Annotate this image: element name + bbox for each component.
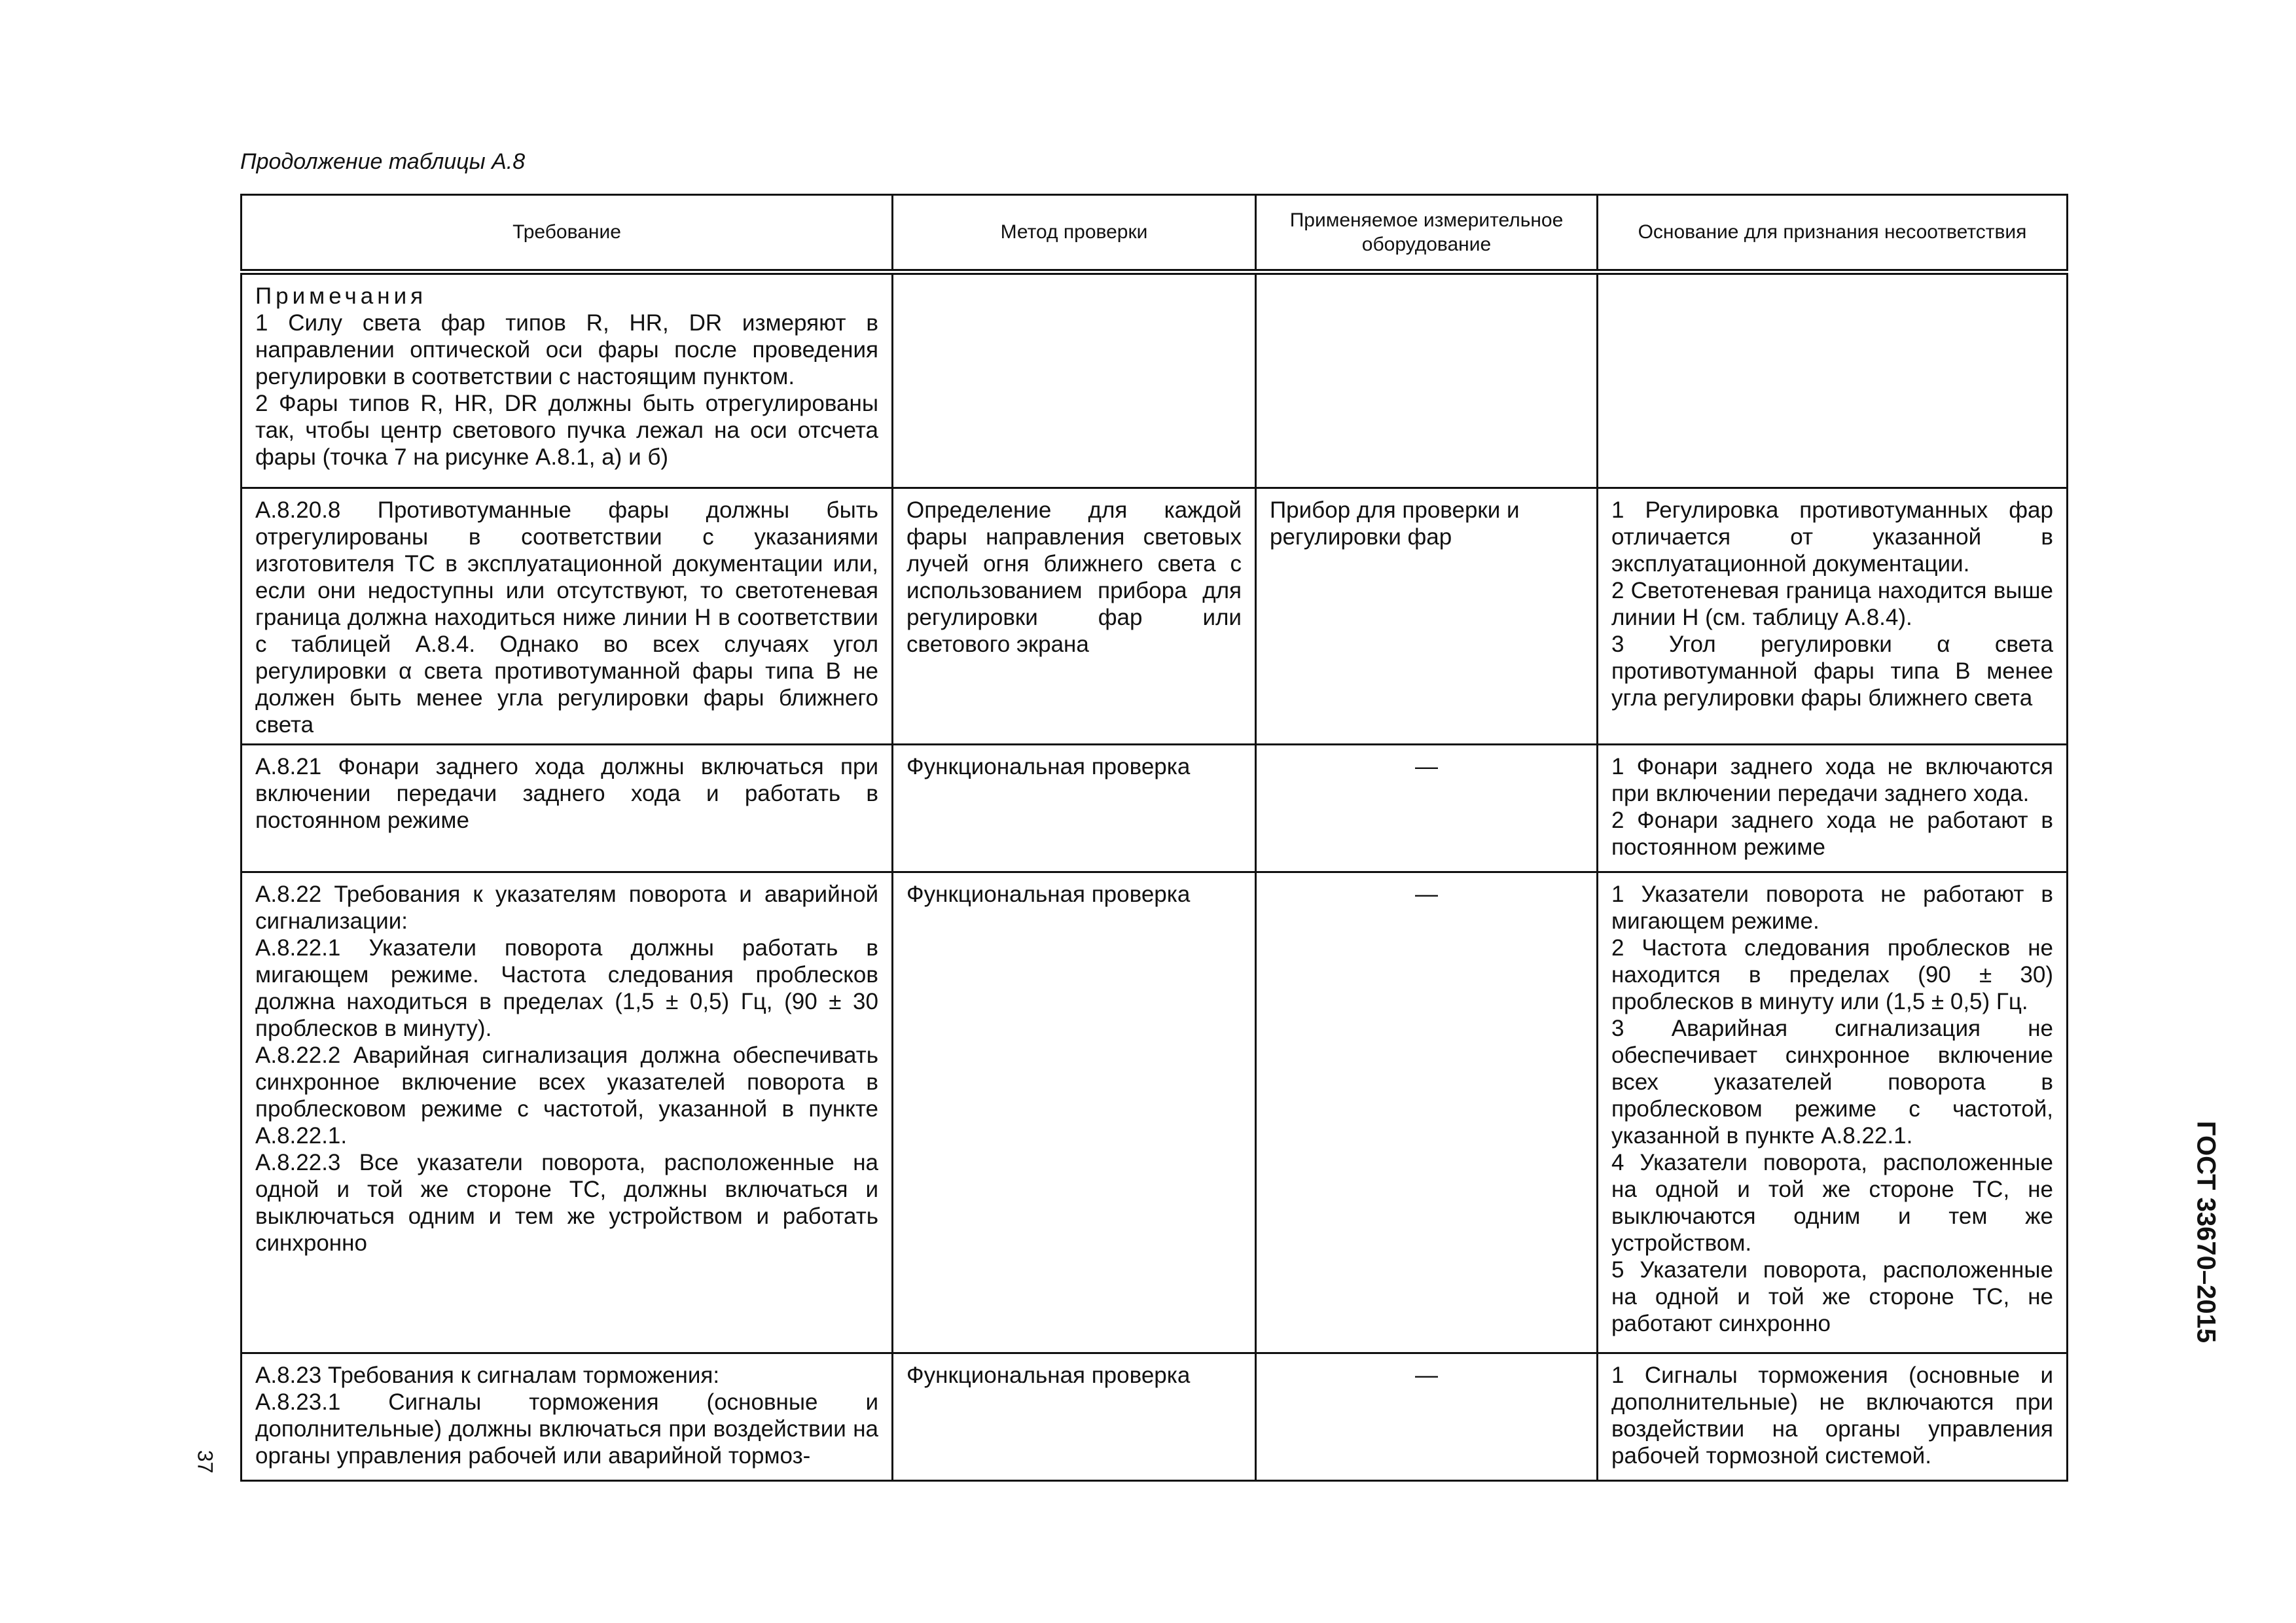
- equipment-cell: —: [1256, 745, 1598, 872]
- header-method: Метод проверки: [893, 195, 1256, 272]
- requirement-text: А.8.22.1 Указатели поворота должны работать в мигающем режиме. Частота следования проблесков должна находиться в пределах (1,5 ± 0,5) Гц, (90 ± 30 проблесков в минуту).: [255, 935, 878, 1041]
- ground-item: 3 Угол регулировки α света противотуманной фары типа В менее угла регулировки фары ближнего света: [1611, 632, 2053, 711]
- equipment-cell: [1256, 272, 1598, 488]
- table-row: [242, 872, 2068, 1353]
- table-row: [242, 745, 2068, 872]
- equipment-cell: —: [1256, 1353, 1598, 1481]
- header-equipment: Применяемое измерительное оборудование: [1256, 195, 1598, 272]
- method-cell: Функциональная проверка: [893, 872, 1256, 1353]
- ground-item: 2 Частота следования проблесков не находится в пределах (90 ± 30) проблесков в минуту или (1,5 ± 0,5) Гц.: [1611, 935, 2053, 1014]
- grounds-cell: [1598, 272, 2068, 488]
- grounds-cell: [1598, 872, 2068, 1353]
- ground-item: 5 Указатели поворота, расположенные на одной и той же стороне ТС, не работают синхронно: [1611, 1257, 2053, 1336]
- requirement-text: А.8.22 Требования к указателям поворота и аварийной сигнализации:: [255, 882, 878, 934]
- table-row: [242, 272, 2068, 488]
- requirements-table: [240, 194, 2068, 1482]
- requirement-cell: [242, 745, 893, 872]
- table-caption: Продолжение таблицы А.8: [240, 149, 526, 174]
- page-number: 37: [193, 1450, 217, 1474]
- ground-item: 1 Указатели поворота не работают в мигающем режиме.: [1611, 882, 2053, 934]
- table-row: [242, 488, 2068, 745]
- requirement-text: А.8.23 Требования к сигналам торможения:: [255, 1363, 720, 1388]
- ground-item: 1 Сигналы торможения (основные и дополнительные) не включаются при воздействии на органы управления рабочей тормозной системой.: [1611, 1363, 2053, 1469]
- method-cell: Определение для каждой фары направления световых лучей огня ближнего света с использованием прибора для регулировки фар или светового экрана: [893, 488, 1256, 745]
- header-grounds: Основание для признания несоответствия: [1598, 195, 2068, 272]
- requirement-cell: [242, 872, 893, 1353]
- ground-item: 2 Светотеневая граница находится выше линии H (см. таблицу А.8.4).: [1611, 578, 2053, 630]
- grounds-cell: [1598, 1353, 2068, 1481]
- equipment-cell: Прибор для проверки и регулировки фар: [1256, 488, 1598, 745]
- equipment-cell: —: [1256, 872, 1598, 1353]
- ground-item: 4 Указатели поворота, расположенные на одной и той же стороне ТС, не выключаются одним и тем же устройством.: [1611, 1150, 2053, 1256]
- ground-item: 1 Фонари заднего хода не включаются при включении передачи заднего хода.: [1611, 754, 2053, 806]
- requirement-text: А.8.21 Фонари заднего хода должны включаться при включении передачи заднего хода и работать в постоянном режиме: [255, 754, 878, 833]
- grounds-cell: [1598, 745, 2068, 872]
- requirement-text: А.8.22.2 Аварийная сигнализация должна обеспечивать синхронное включение всех указателей поворота в проблесковом режиме с частотой, указанной в пункте А.8.22.1.: [255, 1043, 878, 1149]
- requirement-text: А.8.20.8 Противотуманные фары должны быть отрегулированы в соответствии с указаниями изготовителя ТС в эксплуатационной документации или, если они недоступны или отсутствуют, то светотеневая граница должна находиться ниже линии H в соответствии с таблицей А.8.4. Однако во всех случаях угол регулировки α света противотуманной фары типа В не должен быть менее угла регулировки фары ближнего света: [255, 497, 878, 738]
- requirement-cell: [242, 1353, 893, 1481]
- header-requirement: Требование: [242, 195, 893, 272]
- note-2: 2 Фары типов R, HR, DR должны быть отрегулированы так, чтобы центр светового пучка лежал на оси отсчета фары (точка 7 на рисунке А.8.1, а) и б): [255, 391, 878, 470]
- notes-heading: Примечания: [255, 283, 427, 309]
- requirement-cell: [242, 488, 893, 745]
- table-header-row: [242, 195, 2068, 272]
- method-cell: Функциональная проверка: [893, 745, 1256, 872]
- requirement-text: А.8.22.3 Все указатели поворота, расположенные на одной и той же стороне ТС, должны включаться и выключаться одним и тем же устройством и работать синхронно: [255, 1150, 878, 1256]
- ground-item: 3 Аварийная сигнализация не обеспечивает синхронное включение всех указателей поворота в проблесковом режиме с частотой, указанной в пункте А.8.22.1.: [1611, 1016, 2053, 1149]
- requirement-text: А.8.23.1 Сигналы торможения (основные и дополнительные) должны включаться при воздействии на органы управления рабочей или аварийной тормоз-: [255, 1389, 878, 1469]
- document-number: ГОСТ 33670–2015: [2191, 1120, 2221, 1344]
- ground-item: 2 Фонари заднего хода не работают в постоянном режиме: [1611, 808, 2053, 860]
- method-cell: [893, 272, 1256, 488]
- grounds-cell: [1598, 488, 2068, 745]
- method-cell: Функциональная проверка: [893, 1353, 1256, 1481]
- ground-item: 1 Регулировка противотуманных фар отличается от указанной в эксплуатационной документации.: [1611, 497, 2053, 577]
- note-1: 1 Силу света фар типов R, HR, DR измеряют в направлении оптической оси фары после проведения регулировки в соответствии с настоящим пунктом.: [255, 310, 878, 389]
- table-row: [242, 1353, 2068, 1481]
- requirement-cell: [242, 272, 893, 488]
